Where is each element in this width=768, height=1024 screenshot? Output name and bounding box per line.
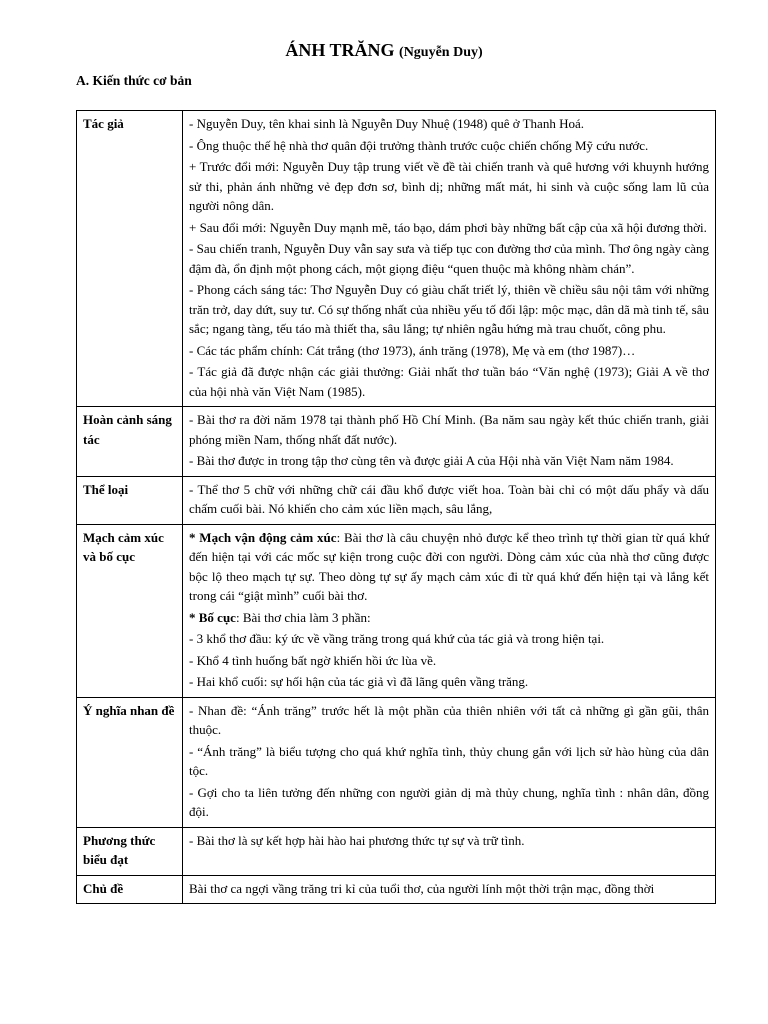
- content-paragraph: [189, 608, 709, 628]
- content-paragraph: - 3 khổ thơ đầu: ký ức về vầng trăng trong quá khứ của tác giả và trong hiện tại.: [189, 631, 605, 646]
- table-row: [77, 524, 716, 697]
- content-paragraph: Bài thơ ca ngợi vầng trăng tri kỉ của tuổi thơ, của người lính một thời trận mạc, đồng thời: [189, 880, 655, 896]
- paragraph-lead: * Bố cục: [189, 609, 236, 625]
- row-content: [183, 697, 716, 827]
- content-paragraph: - Sau chiến tranh, Nguyễn Duy vẫn say sưa và tiếp tục con đường thơ của mình. Thơ ông ngày càng đậm đà, ổn định một phong cách, một giọng điệu “quen thuộc mà không nhàm chán”.: [189, 241, 709, 276]
- row-content: [183, 407, 716, 477]
- row-label: Hoàn cảnh sáng tác: [77, 407, 183, 477]
- content-paragraph: [189, 528, 709, 606]
- row-content: [183, 111, 716, 407]
- table-row: [77, 407, 716, 477]
- section-heading: A. Kiến thức cơ bản: [76, 73, 192, 88]
- content-paragraph: - Nguyễn Duy, tên khai sinh là Nguyễn Duy Nhuệ (1948) quê ở Thanh Hoá.: [189, 116, 584, 131]
- content-paragraph: + Sau đổi mới: Nguyễn Duy mạnh mẽ, táo bạo, dám phơi bày những bất cập của xã hội đương thời.: [189, 219, 707, 235]
- content-paragraph: - Bài thơ là sự kết hợp hài hào hai phương thức tự sự và trữ tình.: [189, 832, 525, 848]
- content-paragraph: - Ông thuộc thế hệ nhà thơ quân đội trưởng thành trước cuộc chiến chống Mỹ cứu nước.: [189, 137, 649, 153]
- content-paragraph: - Phong cách sáng tác: Thơ Nguyễn Duy có giàu chất triết lý, thiên về chiều sâu nội tâm với những trăn trở, day dứt, suy tư. Có sự thống nhất của nhiều yếu tố đối lập: mộc mạc, dân dã mà tinh tế, sâu sắc; ngang tàng, tếu táo mà thiết tha, sâu lắng; tự nhiên ngẫu hứng mà trau chuốt, công phu.: [189, 282, 709, 336]
- row-label: Thể loại: [77, 476, 183, 524]
- content-paragraph: + Trước đổi mới: Nguyễn Duy tập trung viết về đề tài chiến tranh và quê hương với khuynh hướng sử thi, phản ánh những vẻ đẹp đơn sơ, bình dị; những mất mát, hi sinh và cuộc sống lam lũ của người nông dân.: [189, 159, 709, 213]
- table-row: [77, 111, 716, 407]
- row-content: [183, 524, 716, 697]
- row-content: [183, 827, 716, 875]
- content-paragraph: - “Ánh trăng” là biểu tượng cho quá khứ nghĩa tình, thủy chung gắn với lịch sử hào hùng của dân tộc.: [189, 743, 709, 778]
- row-content: [183, 875, 716, 904]
- content-paragraph: - Khổ 4 tình huống bất ngờ khiến hồi ức lùa về.: [189, 652, 437, 668]
- paragraph-text: : Bài thơ chia làm 3 phần:: [235, 609, 371, 625]
- content-paragraph: - Bài thơ ra đời năm 1978 tại thành phố Hồ Chí Minh. (Ba năm sau ngày kết thúc chiến tranh, giải phóng miền Nam, thống nhất đất nước).: [189, 412, 709, 447]
- paragraph-text: : Bài thơ là câu chuyện nhỏ được kể theo trình tự thời gian từ quá khứ đến hiện tại với các mốc sự kiện trong cuộc đời con người. Dòng cảm xúc của nhà thơ cũng được bộc lộ theo mạch tự sự. Theo dòng tự sự ấy mạch cảm xúc đi từ quá khứ đến hiện tại và lắng kết trong cái “giật mình” cuối bài thơ.: [189, 529, 709, 603]
- row-content: [183, 476, 716, 524]
- paragraph-lead: * Mạch vận động cảm xúc: [189, 529, 337, 545]
- content-paragraph: - Gợi cho ta liên tưởng đến những con người giản dị mà thủy chung, nghĩa tình : nhân dân, đồng đội.: [189, 784, 709, 819]
- title-author: (Nguyễn Duy): [399, 45, 483, 60]
- content-paragraph: - Nhan đề: “Ánh trăng” trước hết là một phần của thiên nhiên với tất cả những gì gần gũi, thân thuộc.: [189, 702, 709, 737]
- content-paragraph: - Các tác phẩm chính: Cát trắng (thơ 1973), ánh trăng (1978), Mẹ và em (thơ 1987)…: [189, 342, 636, 358]
- content-paragraph: - Bài thơ được in trong tập thơ cùng tên và được giải A của Hội nhà văn Việt Nam năm 1984.: [189, 453, 674, 468]
- row-label: Chủ đề: [77, 875, 183, 904]
- table-row: [77, 875, 716, 904]
- document-title: [0, 40, 768, 61]
- table-row: [77, 697, 716, 827]
- table-row: [77, 827, 716, 875]
- content-paragraph: - Thể thơ 5 chữ với những chữ cái đầu khổ được viết hoa. Toàn bài chỉ có một dấu phẩy và dấu chấm cuối bài. Nó khiến cho cảm xúc liền mạch, sâu lắng,: [189, 481, 709, 516]
- table-row: [77, 476, 716, 524]
- knowledge-table: [76, 110, 716, 904]
- row-label: Tác giả: [77, 111, 183, 407]
- row-label: Ý nghĩa nhan đề: [77, 697, 183, 827]
- title-main: ÁNH TRĂNG: [285, 40, 395, 60]
- row-label: Phương thức biểu đạt: [77, 827, 183, 875]
- content-paragraph: - Tác giả đã được nhận các giải thưởng: Giải nhất thơ tuần báo “Văn nghệ (1973); Giải A về thơ của hội nhà văn Việt Nam (1985).: [189, 364, 709, 399]
- content-paragraph: - Hai khổ cuối: sự hối hận của tác giả vì đã lãng quên vầng trăng.: [189, 674, 529, 689]
- row-label: Mạch cảm xúc và bố cục: [77, 524, 183, 697]
